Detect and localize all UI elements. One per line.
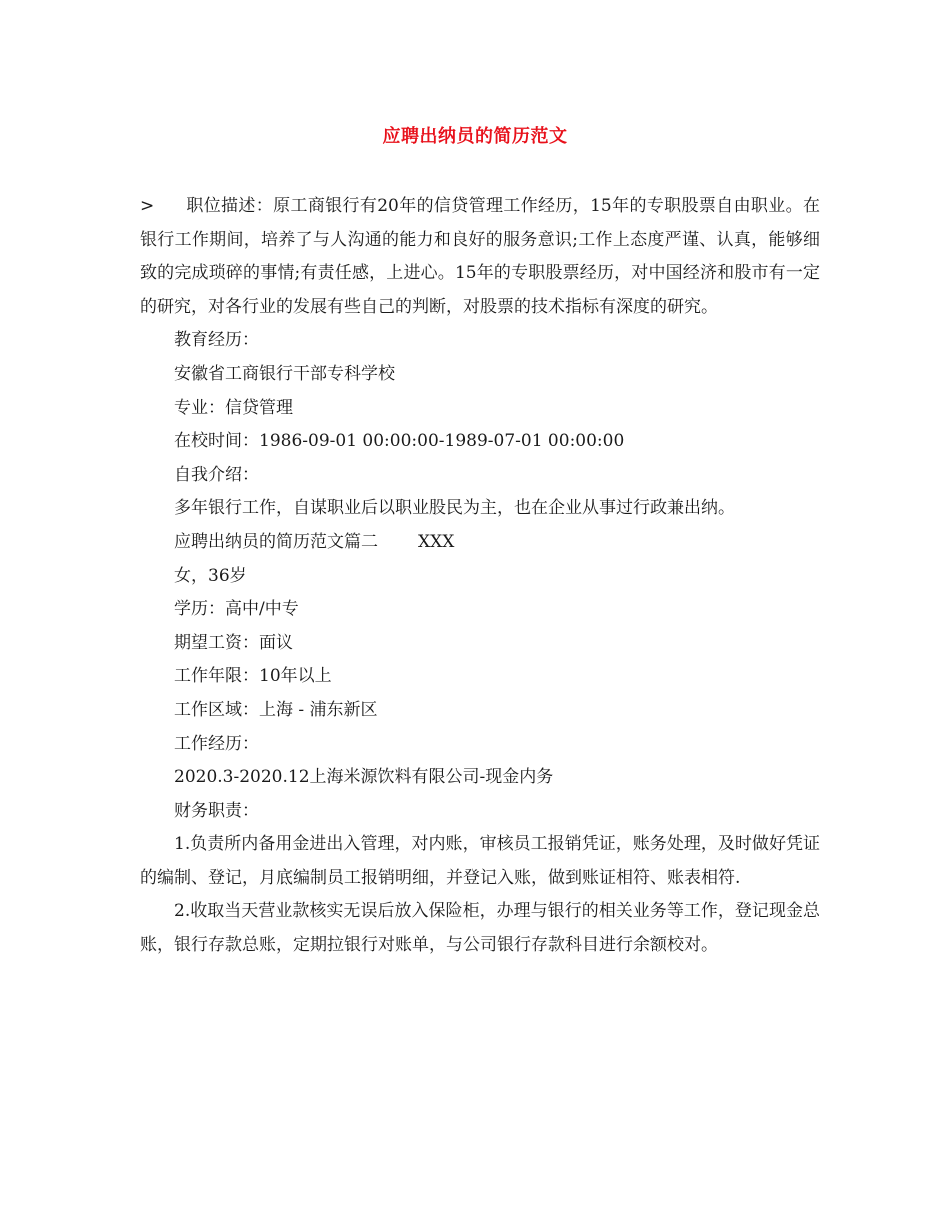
section2-heading-line: [140, 526, 820, 560]
document-body: [140, 190, 820, 963]
self-intro-heading: 自我介绍：: [174, 464, 259, 485]
education-level: 学历：高中/中专: [174, 599, 299, 620]
major: 专业：信贷管理: [174, 397, 293, 418]
duty-item-1: 1.负责所内备用金进出入管理，对内账，审核员工报销凭证，账务处理，及时做好凭证的编制、登记，月底编制员工报销明细，并登记入账，做到账证相符、账表相符.: [140, 834, 820, 888]
work-experience-entry: 2020.3-2020.12上海米源饮料有限公司-现金内务: [174, 767, 554, 788]
bullet-arrow-icon: >: [140, 196, 155, 216]
gender-age: 女，36岁: [174, 565, 247, 586]
document-title: 应聘出纳员的简历范文: [382, 126, 568, 147]
education-heading: 教育经历：: [174, 330, 259, 351]
section2-name: XXX: [418, 531, 455, 552]
duties-heading: 财务职责：: [174, 800, 259, 821]
job-description-text: 职位描述：原工商银行有20年的信贷管理工作经历，15年的专职股票自由职业。在银行工作期间，培养了与人沟通的能力和良好的服务意识;工作上态度严谨、认真，能够细致的完成琐碎的事情;有责任感，上进心。15年的专职股票经历，对中国经济和股市有一定的研究，对各行业的发展有些自己的判断，对股票的技术指标有深度的研究。: [140, 196, 820, 317]
school-period: 在校时间：1986-09-01 00:00:00-1989-07-01 00:00:00: [174, 431, 625, 452]
work-area: 工作区域：上海 - 浦东新区: [174, 699, 378, 720]
self-intro-text: 多年银行工作，自谋职业后以职业股民为主，也在企业从事过行政兼出纳。: [174, 498, 735, 519]
section2-heading: 应聘出纳员的简历范文篇二: [174, 531, 378, 552]
duty-item-2: 2.收取当天营业款核实无误后放入保险柜，办理与银行的相关业务等工作，登记现金总账，银行存款总账，定期拉银行对账单，与公司银行存款科目进行余额校对。: [140, 901, 820, 956]
work-experience-heading: 工作经历：: [174, 733, 259, 754]
job-description-paragraph: [140, 190, 820, 324]
work-years: 工作年限：10年以上: [174, 666, 332, 687]
school-name: 安徽省工商银行干部专科学校: [174, 363, 395, 384]
expected-salary: 期望工资：面议: [174, 632, 293, 653]
